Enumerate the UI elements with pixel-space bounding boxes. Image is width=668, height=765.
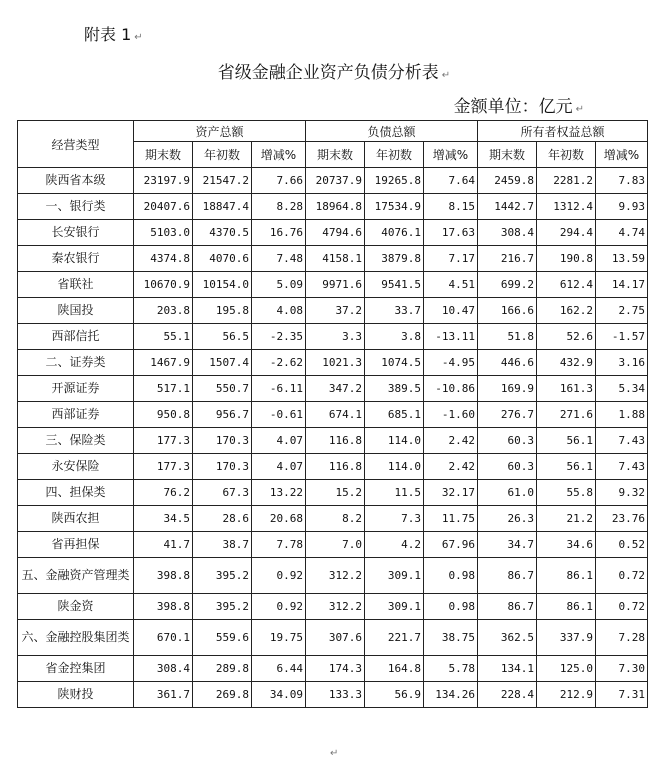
table-cell: 23.76	[596, 506, 648, 532]
table-cell: 446.6	[478, 350, 537, 376]
table-cell: 11.75	[424, 506, 478, 532]
table-cell: 38.7	[193, 532, 252, 558]
table-cell: 164.8	[365, 656, 424, 682]
table-cell: 86.7	[478, 558, 537, 594]
table-cell: 7.31	[596, 682, 648, 708]
table-cell: 20407.6	[134, 194, 193, 220]
table-cell: 33.7	[365, 298, 424, 324]
table-row	[18, 298, 648, 324]
table-cell: 34.09	[252, 682, 306, 708]
table-cell: 4.07	[252, 454, 306, 480]
row-header: 经营类型	[18, 121, 134, 168]
column-header: 增减%	[424, 142, 478, 168]
group-header-liabilities: 负债总额	[306, 121, 478, 142]
return-mark-icon: ↵	[330, 748, 339, 759]
table-cell: 3879.8	[365, 246, 424, 272]
table-cell: 10670.9	[134, 272, 193, 298]
table-cell: 2.75	[596, 298, 648, 324]
column-header: 期末数	[478, 142, 537, 168]
table-cell: 37.2	[306, 298, 365, 324]
table-row	[18, 506, 648, 532]
table-cell: 52.6	[537, 324, 596, 350]
table-row	[18, 220, 648, 246]
table-cell: 7.43	[596, 428, 648, 454]
column-header: 年初数	[365, 142, 424, 168]
table-cell: 361.7	[134, 682, 193, 708]
table-cell: 4076.1	[365, 220, 424, 246]
table-cell: 7.43	[596, 454, 648, 480]
table-cell: 0.98	[424, 558, 478, 594]
table-row	[18, 246, 648, 272]
table-cell: 13.22	[252, 480, 306, 506]
table-cell: 550.7	[193, 376, 252, 402]
table-cell: 26.3	[478, 506, 537, 532]
table-cell: 6.44	[252, 656, 306, 682]
table-cell: 170.3	[193, 428, 252, 454]
table-cell: 86.1	[537, 558, 596, 594]
table-cell: -0.61	[252, 402, 306, 428]
table-cell: 86.7	[478, 594, 537, 620]
table-cell: 133.3	[306, 682, 365, 708]
row-name: 开源证券	[18, 376, 134, 402]
table-cell: 4374.8	[134, 246, 193, 272]
table-cell: 56.1	[537, 428, 596, 454]
table-cell: 4.2	[365, 532, 424, 558]
table-cell: 11.5	[365, 480, 424, 506]
table-cell: 398.8	[134, 558, 193, 594]
table-cell: 17534.9	[365, 194, 424, 220]
table-cell: 5.78	[424, 656, 478, 682]
table-cell: 670.1	[134, 620, 193, 656]
table-cell: 21.2	[537, 506, 596, 532]
table-cell: 18964.8	[306, 194, 365, 220]
table-cell: 114.0	[365, 428, 424, 454]
table-cell: 162.2	[537, 298, 596, 324]
table-cell: -6.11	[252, 376, 306, 402]
table-row	[18, 402, 648, 428]
row-name: 一、银行类	[18, 194, 134, 220]
table-cell: 67.3	[193, 480, 252, 506]
unit-label: 金额单位：亿元 ↵	[453, 97, 584, 117]
row-name: 二、证券类	[18, 350, 134, 376]
table-cell: 294.4	[537, 220, 596, 246]
table-cell: 9.32	[596, 480, 648, 506]
table-cell: 169.9	[478, 376, 537, 402]
table-cell: 5.34	[596, 376, 648, 402]
table-row	[18, 168, 648, 194]
table-cell: 17.63	[424, 220, 478, 246]
table-cell: 4158.1	[306, 246, 365, 272]
table-cell: 161.3	[537, 376, 596, 402]
table-cell: 950.8	[134, 402, 193, 428]
table-cell: 1467.9	[134, 350, 193, 376]
table-cell: 3.8	[365, 324, 424, 350]
table-cell: 60.3	[478, 428, 537, 454]
table-cell: 612.4	[537, 272, 596, 298]
table-cell: 34.6	[537, 532, 596, 558]
table-cell: 216.7	[478, 246, 537, 272]
table-cell: 8.15	[424, 194, 478, 220]
table-cell: 221.7	[365, 620, 424, 656]
asset-liability-table	[17, 120, 648, 708]
table-cell: 699.2	[478, 272, 537, 298]
table-cell: 674.1	[306, 402, 365, 428]
row-name: 省联社	[18, 272, 134, 298]
row-name: 陕西省本级	[18, 168, 134, 194]
table-cell: 0.72	[596, 558, 648, 594]
table-row	[18, 480, 648, 506]
table-cell: 9971.6	[306, 272, 365, 298]
table-cell: 269.8	[193, 682, 252, 708]
return-mark-icon: ↵	[575, 104, 584, 115]
table-cell: 7.66	[252, 168, 306, 194]
row-name: 秦农银行	[18, 246, 134, 272]
table-cell: 16.76	[252, 220, 306, 246]
table-cell: 116.8	[306, 428, 365, 454]
table-row	[18, 428, 648, 454]
table-cell: 685.1	[365, 402, 424, 428]
table-cell: 67.96	[424, 532, 478, 558]
table-cell: 9.93	[596, 194, 648, 220]
page-title: 省级金融企业资产负债分析表 ↵	[217, 63, 451, 83]
table-cell: 4.07	[252, 428, 306, 454]
table-cell: 0.52	[596, 532, 648, 558]
table-cell: 19.75	[252, 620, 306, 656]
row-name: 西部信托	[18, 324, 134, 350]
table-cell: 1442.7	[478, 194, 537, 220]
table-cell: -10.86	[424, 376, 478, 402]
table-cell: 21547.2	[193, 168, 252, 194]
table-cell: 1.88	[596, 402, 648, 428]
table-cell: 166.6	[478, 298, 537, 324]
table-cell: 4.51	[424, 272, 478, 298]
table-cell: 432.9	[537, 350, 596, 376]
return-mark-icon: ↵	[441, 70, 451, 81]
table-cell: 2.42	[424, 454, 478, 480]
table-cell: 38.75	[424, 620, 478, 656]
table-row	[18, 350, 648, 376]
table-cell: 134.1	[478, 656, 537, 682]
table-cell: 0.72	[596, 594, 648, 620]
table-cell: 114.0	[365, 454, 424, 480]
table-cell: -2.35	[252, 324, 306, 350]
table-cell: 8.2	[306, 506, 365, 532]
table-cell: 51.8	[478, 324, 537, 350]
table-cell: 23197.9	[134, 168, 193, 194]
column-header: 年初数	[537, 142, 596, 168]
table-cell: 7.0	[306, 532, 365, 558]
table-cell: 5.09	[252, 272, 306, 298]
table-cell: 3.3	[306, 324, 365, 350]
table-row	[18, 194, 648, 220]
table-cell: -2.62	[252, 350, 306, 376]
table-cell: 271.6	[537, 402, 596, 428]
table-cell: 0.98	[424, 594, 478, 620]
table-cell: 0.92	[252, 558, 306, 594]
table-cell: 4.08	[252, 298, 306, 324]
table-cell: 10154.0	[193, 272, 252, 298]
table-cell: 337.9	[537, 620, 596, 656]
table-cell: 1021.3	[306, 350, 365, 376]
table-cell: 2459.8	[478, 168, 537, 194]
table-row	[18, 324, 648, 350]
table-row	[18, 682, 648, 708]
row-name: 陕西农担	[18, 506, 134, 532]
table-cell: 312.2	[306, 558, 365, 594]
table-cell: 76.2	[134, 480, 193, 506]
table-cell: 289.8	[193, 656, 252, 682]
table-cell: 517.1	[134, 376, 193, 402]
table-row	[18, 656, 648, 682]
table-row	[18, 376, 648, 402]
table-cell: 4370.5	[193, 220, 252, 246]
column-header: 增减%	[252, 142, 306, 168]
table-cell: 19265.8	[365, 168, 424, 194]
table-cell: 2.42	[424, 428, 478, 454]
table-cell: 10.47	[424, 298, 478, 324]
group-header-equity: 所有者权益总额	[478, 121, 648, 142]
table-cell: 18847.4	[193, 194, 252, 220]
table-cell: 7.3	[365, 506, 424, 532]
table-cell: 61.0	[478, 480, 537, 506]
table-cell: 56.9	[365, 682, 424, 708]
table-cell: 2281.2	[537, 168, 596, 194]
table-cell: 1074.5	[365, 350, 424, 376]
table-cell: 60.3	[478, 454, 537, 480]
table-cell: 559.6	[193, 620, 252, 656]
table-cell: 1312.4	[537, 194, 596, 220]
table-cell: 20.68	[252, 506, 306, 532]
table-cell: 3.16	[596, 350, 648, 376]
table-cell: 41.7	[134, 532, 193, 558]
table-cell: 7.28	[596, 620, 648, 656]
table-cell: 56.5	[193, 324, 252, 350]
table-cell: 34.5	[134, 506, 193, 532]
row-name: 省再担保	[18, 532, 134, 558]
row-name: 五、金融资产管理类	[18, 558, 134, 594]
table-cell: 7.83	[596, 168, 648, 194]
table-row	[18, 454, 648, 480]
table-cell: -4.95	[424, 350, 478, 376]
table-cell: 347.2	[306, 376, 365, 402]
table-cell: 395.2	[193, 558, 252, 594]
table-cell: 5103.0	[134, 220, 193, 246]
table-cell: 86.1	[537, 594, 596, 620]
table-cell: 125.0	[537, 656, 596, 682]
table-row	[18, 620, 648, 656]
table-cell: 195.8	[193, 298, 252, 324]
table-row	[18, 272, 648, 298]
table-cell: -1.57	[596, 324, 648, 350]
table-cell: 9541.5	[365, 272, 424, 298]
table-cell: 177.3	[134, 428, 193, 454]
table-cell: 174.3	[306, 656, 365, 682]
table-cell: 34.7	[478, 532, 537, 558]
table-cell: 362.5	[478, 620, 537, 656]
table-cell: 395.2	[193, 594, 252, 620]
table-cell: 1507.4	[193, 350, 252, 376]
table-cell: 4070.6	[193, 246, 252, 272]
table-cell: 4794.6	[306, 220, 365, 246]
table-cell: 15.2	[306, 480, 365, 506]
group-header-assets: 资产总额	[134, 121, 306, 142]
annex-label: 附表 1 ↵	[84, 25, 143, 44]
column-header: 年初数	[193, 142, 252, 168]
table-cell: 190.8	[537, 246, 596, 272]
row-name: 陕国投	[18, 298, 134, 324]
table-cell: 134.26	[424, 682, 478, 708]
table-cell: 55.1	[134, 324, 193, 350]
column-header: 期末数	[306, 142, 365, 168]
table-cell: 7.17	[424, 246, 478, 272]
return-mark-icon: ↵	[134, 32, 143, 43]
table-cell: -13.11	[424, 324, 478, 350]
table-cell: 20737.9	[306, 168, 365, 194]
table-cell: 389.5	[365, 376, 424, 402]
table-cell: 276.7	[478, 402, 537, 428]
row-name: 长安银行	[18, 220, 134, 246]
table-cell: -1.60	[424, 402, 478, 428]
row-name: 陕金资	[18, 594, 134, 620]
table-cell: 7.64	[424, 168, 478, 194]
table-cell: 308.4	[134, 656, 193, 682]
table-cell: 398.8	[134, 594, 193, 620]
row-name: 三、保险类	[18, 428, 134, 454]
table-cell: 7.30	[596, 656, 648, 682]
row-name: 六、金融控股集团类	[18, 620, 134, 656]
table-cell: 4.74	[596, 220, 648, 246]
table-cell: 309.1	[365, 594, 424, 620]
table-cell: 116.8	[306, 454, 365, 480]
table-cell: 212.9	[537, 682, 596, 708]
table-cell: 14.17	[596, 272, 648, 298]
row-name: 四、担保类	[18, 480, 134, 506]
column-header: 增减%	[596, 142, 648, 168]
table-cell: 312.2	[306, 594, 365, 620]
column-header: 期末数	[134, 142, 193, 168]
table-cell: 32.17	[424, 480, 478, 506]
table-row	[18, 558, 648, 594]
table-cell: 956.7	[193, 402, 252, 428]
table-cell: 228.4	[478, 682, 537, 708]
table-row	[18, 532, 648, 558]
table-cell: 55.8	[537, 480, 596, 506]
row-name: 西部证券	[18, 402, 134, 428]
table-cell: 28.6	[193, 506, 252, 532]
table-cell: 56.1	[537, 454, 596, 480]
table-cell: 7.48	[252, 246, 306, 272]
row-name: 省金控集团	[18, 656, 134, 682]
row-name: 永安保险	[18, 454, 134, 480]
row-name: 陕财投	[18, 682, 134, 708]
table-cell: 0.92	[252, 594, 306, 620]
table-cell: 203.8	[134, 298, 193, 324]
table-cell: 309.1	[365, 558, 424, 594]
table-cell: 308.4	[478, 220, 537, 246]
table-cell: 8.28	[252, 194, 306, 220]
table-cell: 7.78	[252, 532, 306, 558]
table-cell: 13.59	[596, 246, 648, 272]
table-cell: 170.3	[193, 454, 252, 480]
table-row	[18, 594, 648, 620]
table-cell: 307.6	[306, 620, 365, 656]
table-cell: 177.3	[134, 454, 193, 480]
